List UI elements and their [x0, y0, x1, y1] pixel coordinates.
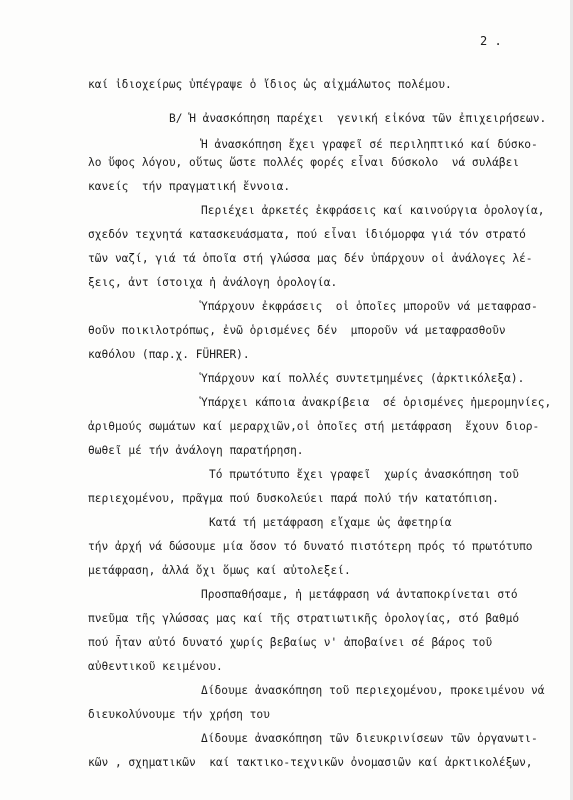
- text-line-26: Δίδουμε ἀνασκόπηση τοῦ περιεχομένου, προκειμένου νά: [201, 684, 545, 697]
- text-line-11: θοῦν ποικιλοτρόπως, ἐνῶ ὁρισμένες δέν μποροῦν νά μεταφρασθοῦν: [88, 324, 506, 337]
- text-line-27: διευκολύνουμε τήν χρήση του: [88, 708, 270, 721]
- text-line-13: Ὑπάρχουν καί πολλές συντετμημένες (ἀρκτικόλεξα).: [201, 372, 525, 385]
- text-line-8: τῶν ναζί, γιά τά ὁποῖα στή γλώσσα μας δέν ὑπάρχουν οἱ ἀνάλογες λέ-: [88, 252, 533, 265]
- text-line-3: Ἡ ἀνασκόπηση ἔχει γραφεῖ σέ περιληπτικό καί δύσκο-: [201, 138, 538, 151]
- text-line-25: αὐθεντικοῦ κειμένου.: [88, 660, 223, 673]
- text-line-6: Περιέχει ἀρκετές ἐκφράσεις καί καινούργια ὁρολογία,: [201, 204, 545, 217]
- text-line-10: Ὑπάρχουν ἐκφράσεις οἱ ὁποῖες μποροῦν νά μεταφρασ-: [201, 300, 538, 313]
- text-line-24: πού ἦταν αὐτό δυνατό χωρίς βεβαίως ν' ἀποβαίνει σέ βάρος τοῦ: [88, 636, 493, 649]
- text-line-9: ξεις, ἀντ ίστοιχα ἡ ἀνάλογη ὁρολογία.: [88, 276, 338, 289]
- text-line-17: Τό πρωτότυπο ἔχει γραφεῖ χωρίς ἀνασκόπηση τοῦ: [209, 468, 519, 481]
- text-line-18: περιεχομένου, πρᾶγμα πού δυσκολεύει παρά πολύ τήν κατατόπιση.: [88, 492, 499, 505]
- text-line-16: θωθεῖ μέ τήν ἀνάλογη παρατήρηση.: [88, 444, 304, 457]
- text-line-23: πνεῦμα τῆς γλώσσας μας καί τῆς στρατιωτικῆς ὁρολογίας, στό βαθμό: [88, 612, 520, 625]
- text-line-1: καί ἰδιοχείρως ὑπέγραψε ὁ ἴδιος ὡς αἰχμάλωτος πολέμου.: [88, 78, 452, 91]
- text-line-29: κῶν , σχηματικῶν καί τακτικο-τεχνικῶν ὀνομασιῶν καί ἀρκτικολέξων,: [88, 756, 533, 769]
- text-line-4: λο ὕφος λόγου, οὕτως ὥστε πολλές φορές εἶναι δύσκολο νά συλάβει: [88, 156, 520, 169]
- text-line-20: τήν ἀρχή νά δώσουμε μία ὅσον τό δυνατό πιστότερη πρός τό πρωτότυπο: [88, 540, 533, 553]
- text-line-22: Προσπαθήσαμε, ἡ μετάφραση νά ἀνταποκρίνεται στό: [201, 588, 518, 601]
- text-line-28: Δίδουμε ἀνασκόπηση τῶν διευκρινίσεων τῶν ὀργανωτι-: [201, 732, 538, 745]
- text-line-19: Κατά τή μετάφραση εἴχαμε ὡς ἀφετηρία: [209, 516, 452, 529]
- text-line-2: Β/ Ἡ ἀνασκόπηση παρέχει γενική εἰκόνα τῶν ἐπιχειρήσεων.: [169, 112, 547, 125]
- text-line-5: κανείς τήν πραγματική ἔννοια.: [88, 180, 291, 193]
- text-line-12: καθόλου (παρ.χ. FÜHRER).: [88, 348, 250, 361]
- text-line-15: ἀριθμούς σωμάτων καί μεραρχιῶν,οἱ ὁποῖες στή μετάφραση ἔχουν διορ-: [88, 420, 540, 433]
- text-line-21: μετάφραση, ἀλλά ὄχι ὅμως καί αὐτολεξεί.: [88, 564, 351, 577]
- page-number: 2 .: [480, 34, 502, 48]
- text-line-14: Ὑπάρχει κάποια ἀνακρίβεια σέ ὁρισμένες ἡμερομηνίες,: [201, 396, 552, 409]
- text-line-7: σχεδόν τεχνητά κατασκευάσματα, πού εἶναι ἰδιόμορφα γιά τόν στρατό: [88, 228, 526, 241]
